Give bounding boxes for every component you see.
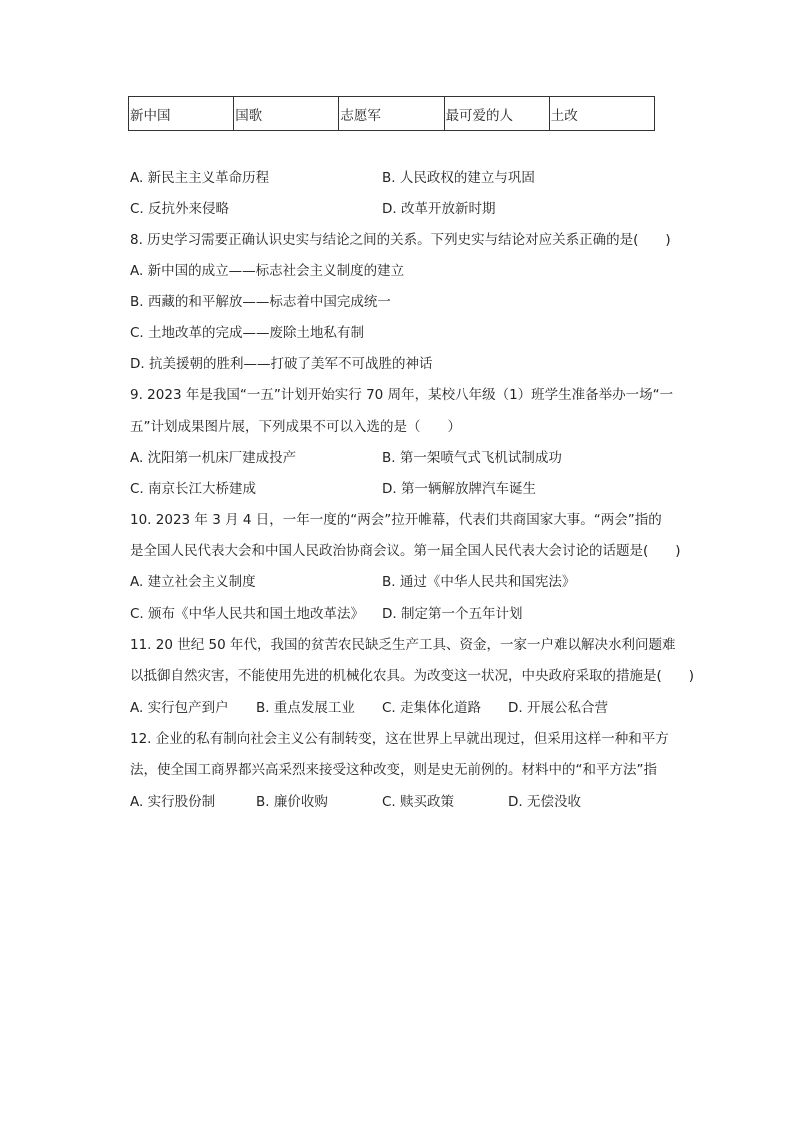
q7-option-a: A. 新民主主义革命历程 [130, 170, 270, 186]
q12-option-b: B. 廉价收购 [256, 794, 328, 810]
q8-option-a: A. 新中国的成立——标志社会主义制度的建立 [130, 263, 405, 279]
q7-option-c: C. 反抗外来侵略 [130, 201, 230, 217]
q9-option-d: D. 第一辆解放牌汽车诞生 [382, 481, 536, 497]
table-cell: 新中国 [129, 97, 234, 131]
q12-option-d: D. 无偿没收 [508, 794, 581, 810]
q11-stem-line1: 11. 20 世纪 50 年代，我国的贫苦农民缺乏生产工具、资金，一家一户难以解决水利问题难 [130, 637, 676, 653]
q10-option-c: C. 颁布《中华人民共和国土地改革法》 [130, 606, 365, 622]
q10-option-d: D. 制定第一个五年计划 [382, 606, 523, 622]
q9-option-b: B. 第一架喷气式飞机试制成功 [382, 450, 562, 466]
q11-option-c: C. 走集体化道路 [382, 700, 482, 716]
q11-stem-line2: 以抵御自然灾害，不能使用先进的机械化农具。为改变这一状况，中央政府采取的措施是( ) [130, 668, 695, 684]
q8-option-b: B. 西藏的和平解放——标志着中国完成统一 [130, 294, 391, 310]
keyword-table [128, 96, 655, 131]
table-cell: 土改 [549, 97, 654, 131]
q11-option-a: A. 实行包产到户 [130, 700, 229, 716]
q11-option-b: B. 重点发展工业 [256, 700, 355, 716]
q9-option-a: A. 沈阳第一机床厂建成投产 [130, 450, 297, 466]
q7-option-d: D. 改革开放新时期 [382, 201, 496, 217]
q12-option-c: C. 赎买政策 [382, 794, 455, 810]
q10-option-a: A. 建立社会主义制度 [130, 574, 256, 590]
table-row [129, 97, 655, 131]
q11-option-d: D. 开展公私合营 [508, 700, 608, 716]
q8-stem: 8. 历史学习需要正确认识史实与结论之间的关系。下列史实与结论对应关系正确的是( ) [130, 232, 671, 248]
q12-option-a: A. 实行股份制 [130, 794, 216, 810]
q10-option-b: B. 通过《中华人民共和国宪法》 [382, 574, 576, 590]
q9-option-c: C. 南京长江大桥建成 [130, 481, 257, 497]
table-cell: 国歌 [234, 97, 339, 131]
q12-stem-line2: 法，使全国工商界都兴高采烈来接受这种改变，则是史无前例的。材料中的“和平方法”指 [130, 762, 657, 778]
table-cell: 志愿军 [339, 97, 444, 131]
q8-option-c: C. 土地改革的完成——废除土地私有制 [130, 325, 365, 341]
q8-option-d: D. 抗美援朝的胜利——打破了美军不可战胜的神话 [130, 356, 433, 372]
table-cell: 最可爱的人 [444, 97, 549, 131]
q10-stem-line1: 10. 2023 年 3 月 4 日，一年一度的“两会”拉开帷幕，代表们共商国家大事。“两会”指的 [130, 512, 662, 528]
q9-stem-line2: 五”计划成果图片展，下列成果不可以入选的是（ ） [130, 419, 461, 435]
q9-stem-line1: 9. 2023 年是我国“一五”计划开始实行 70 周年，某校八年级（1）班学生准备举办一场“一 [130, 387, 674, 403]
q7-option-b: B. 人民政权的建立与巩固 [382, 170, 535, 186]
q12-stem-line1: 12. 企业的私有制向社会主义公有制转变，这在世界上早就出现过，但采用这样一种和平方 [130, 731, 669, 747]
q10-stem-line2: 是全国人民代表大会和中国人民政治协商会议。第一届全国人民代表大会讨论的话题是( ) [130, 543, 681, 559]
